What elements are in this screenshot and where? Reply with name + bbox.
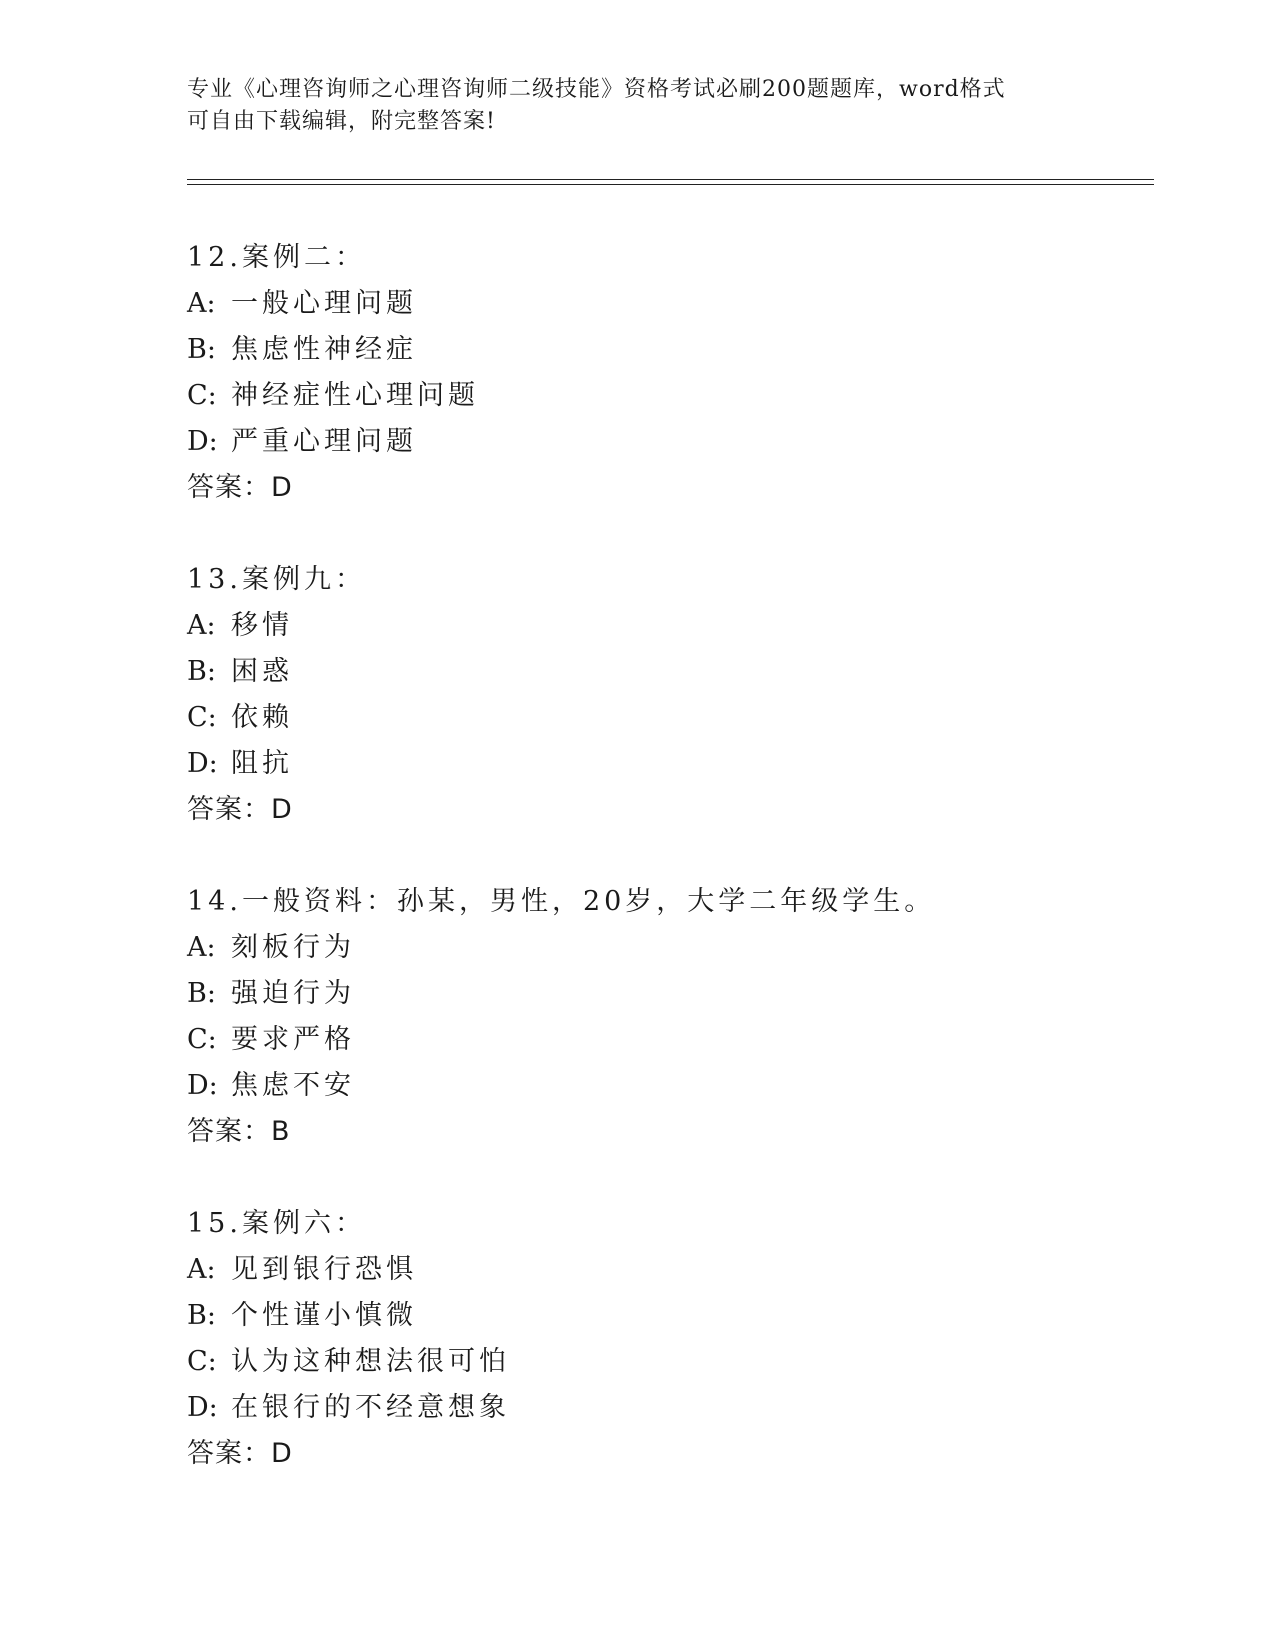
option-key: D: [187, 1392, 218, 1423]
option-a [187, 281, 1147, 327]
answer-line: 答案：D [187, 472, 293, 503]
header-divider-top [187, 179, 1154, 180]
option-d [187, 1063, 1147, 1109]
header-line-2: 可自由下载编辑，附完整答案! [187, 109, 496, 134]
answer-line: 答案：B [187, 1116, 291, 1147]
question-15 [187, 1201, 1147, 1477]
option-a [187, 925, 1147, 971]
option-d [187, 1385, 1147, 1431]
option-b [187, 649, 1147, 695]
answer-line: 答案：D [187, 1438, 293, 1469]
option-key: A: [187, 288, 216, 319]
option-c [187, 695, 1147, 741]
option-key: B: [187, 1300, 216, 1331]
option-b [187, 971, 1147, 1017]
option-key: C: [187, 1346, 217, 1377]
option-d [187, 741, 1147, 787]
option-text: 要求严格 [231, 1024, 355, 1055]
option-text: 焦虑不安 [231, 1070, 355, 1101]
option-text: 依赖 [231, 702, 293, 733]
option-text: 刻板行为 [231, 932, 355, 963]
option-text: 困惑 [231, 656, 293, 687]
option-d [187, 419, 1147, 465]
option-key: C: [187, 702, 217, 733]
option-text: 见到银行恐惧 [231, 1254, 417, 1285]
option-a [187, 603, 1147, 649]
option-a [187, 1247, 1147, 1293]
option-text: 在银行的不经意想象 [231, 1392, 510, 1423]
header-line-1: 专业《心理咨询师之心理咨询师二级技能》资格考试必刷200题题库，word格式 [187, 77, 1006, 102]
option-text: 阻抗 [231, 748, 293, 779]
question-14 [187, 879, 1147, 1155]
option-c [187, 373, 1147, 419]
option-text: 一般心理问题 [231, 288, 417, 319]
option-key: B: [187, 978, 216, 1009]
question-12 [187, 235, 1147, 511]
question-list [187, 235, 1147, 1523]
option-text: 严重心理问题 [231, 426, 417, 457]
option-key: C: [187, 380, 217, 411]
option-text: 认为这种想法很可怕 [231, 1346, 510, 1377]
option-b [187, 327, 1147, 373]
question-13 [187, 557, 1147, 833]
option-key: D: [187, 1070, 218, 1101]
option-key: A: [187, 1254, 216, 1285]
option-key: B: [187, 334, 216, 365]
option-key: A: [187, 610, 216, 641]
option-text: 强迫行为 [231, 978, 355, 1009]
option-text: 移情 [231, 610, 293, 641]
option-key: B: [187, 656, 216, 687]
document-header [187, 74, 1067, 138]
question-stem: 12.案例二： [187, 242, 366, 273]
option-b [187, 1293, 1147, 1339]
header-divider-bottom [187, 184, 1154, 185]
option-text: 焦虑性神经症 [231, 334, 417, 365]
question-stem: 13.案例九： [187, 564, 366, 595]
option-c [187, 1017, 1147, 1063]
option-key: A: [187, 932, 216, 963]
option-c [187, 1339, 1147, 1385]
option-key: D: [187, 426, 218, 457]
option-key: C: [187, 1024, 217, 1055]
answer-line: 答案：D [187, 794, 293, 825]
option-text: 个性谨小慎微 [231, 1300, 417, 1331]
option-text: 神经症性心理问题 [231, 380, 479, 411]
question-stem: 14.一般资料：孙某，男性，20岁，大学二年级学生。 [187, 886, 936, 917]
option-key: D: [187, 748, 218, 779]
question-stem: 15.案例六： [187, 1208, 366, 1239]
